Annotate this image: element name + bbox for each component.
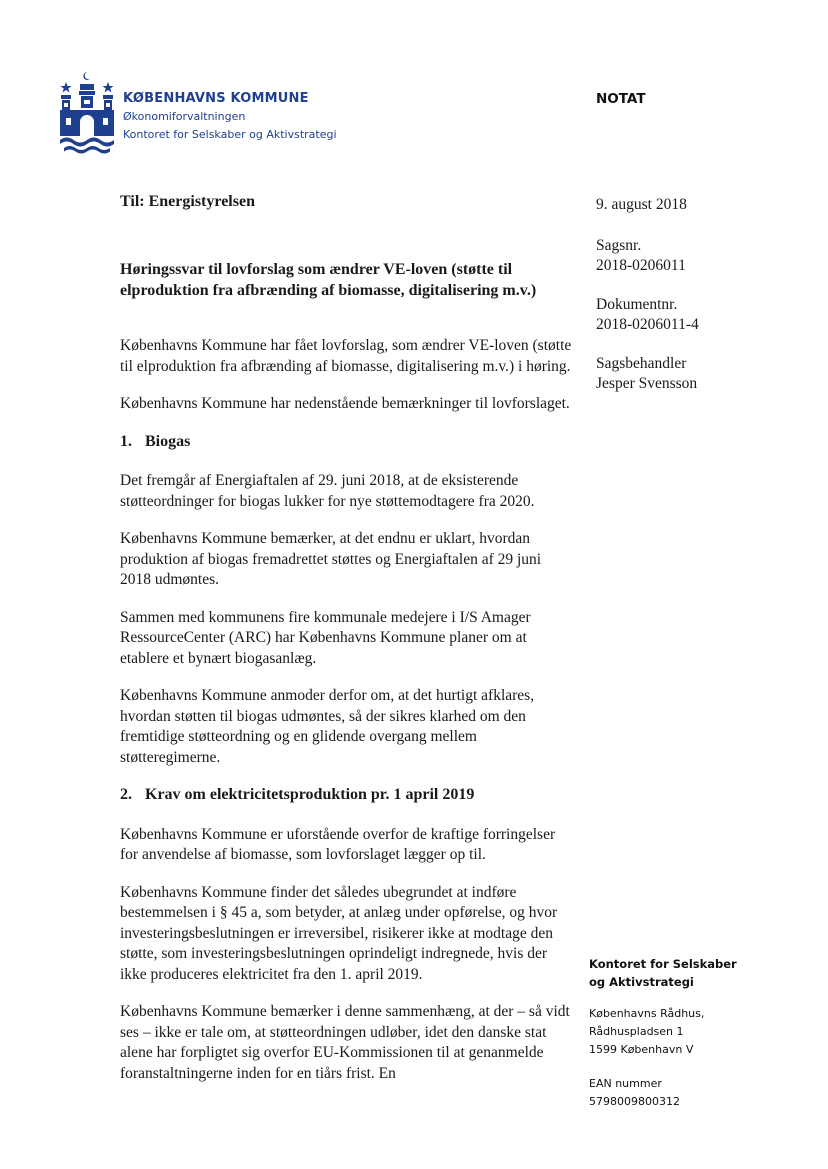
document-metadata	[596, 195, 806, 413]
section-title: Biogas	[145, 432, 191, 450]
footer-department-line: Kontoret for Selskaber	[589, 957, 737, 971]
footer-address-line: Rådhuspladsen 1	[589, 1025, 684, 1038]
sender-footer	[589, 955, 799, 1111]
section-number: 1.	[120, 432, 132, 450]
body-paragraph: Københavns Kommune finder det således ubegrundet at indføre bestemmelsen i § 45 a, som betyder, at anlæg under opførelse, og hvor investeringsbeslutningen er irreversibel, risikerer ikke at modtage den støtte, som investeringsbeslutningen oprindeligt indregnede, hvis der ikke produceres elektricitet fra den 1. april 2019.	[120, 883, 558, 983]
document-type: NOTAT	[596, 91, 646, 107]
organization-header	[123, 90, 337, 144]
body-paragraph: Københavns Kommune bemærker i denne sammenhæng, at der – så vidt ses – ikke er tale om, at støtteordningen udløber, idet den danske stat alene har forpligtet sig overfor EU-Kommissionen til at genanmelde foranstaltningerne inden for en tiårs frist. En	[120, 1003, 570, 1082]
document-number-block	[596, 295, 806, 336]
case-number-block	[596, 236, 806, 277]
subject-heading: Høringssvar til lovforslag som ændrer VE-loven (støtte til elproduktion fra afbrænding af biomasse, digitalisering m.v.)	[120, 261, 537, 299]
document-number-value: 2018-0206011-4	[596, 316, 699, 333]
case-number-label: Sagsnr.	[596, 236, 642, 254]
body-paragraph: Københavns Kommune bemærker, at det endnu er uklart, hvordan produktion af biogas fremadrettet støttes og Energiaftalen af 29 juni 2018 udmøntes.	[120, 530, 542, 588]
body-paragraph: Københavns Kommune er uforstående overfor de kraftige forringelser for anvendelse af biomasse, som lovforslaget lægger op til.	[120, 825, 556, 863]
section-heading-electricity	[120, 785, 572, 806]
organization-unit: Økonomiforvaltningen	[123, 110, 246, 123]
document-date: 9. august 2018	[596, 196, 687, 213]
case-officer-label: Sagsbehandler	[596, 354, 687, 372]
body-paragraph: Københavns Kommune har nedenstående bemærkninger til lovforslaget.	[120, 395, 570, 412]
organization-office: Kontoret for Selskaber og Aktivstrategi	[123, 128, 337, 141]
copenhagen-coat-of-arms-icon	[58, 70, 116, 156]
recipient-line: Til: Energistyrelsen	[120, 193, 255, 210]
case-officer-block	[596, 354, 806, 395]
section-title: Krav om elektricitetsproduktion pr. 1 april 2019	[145, 786, 475, 803]
ean-value: 5798009800312	[589, 1095, 680, 1108]
organization-name: KØBENHAVNS KOMMUNE	[123, 91, 309, 106]
body-paragraph: Københavns Kommune har fået lovforslag, som ændrer VE-loven (støtte til elproduktion fra afbrænding af biomasse, digitalisering m.v.) i høring.	[120, 337, 572, 375]
footer-address	[589, 1005, 799, 1059]
footer-department-line: og Aktivstrategi	[589, 975, 694, 989]
footer-address-line: Københavns Rådhus,	[589, 1007, 705, 1020]
section-number: 2.	[120, 786, 132, 803]
case-officer-value: Jesper Svensson	[596, 375, 698, 392]
case-number-value: 2018-0206011	[596, 257, 686, 274]
document-number-label: Dokumentnr.	[596, 295, 678, 313]
footer-address-line: 1599 København V	[589, 1043, 694, 1056]
body-paragraph: Københavns Kommune anmoder derfor om, at det hurtigt afklares, hvordan støtten til biogas udmøntes, så der sikres klarhed om den fremtidige støtteordning og en glidende overgang mellem støtteregimerne.	[120, 687, 535, 766]
footer-department	[589, 955, 799, 991]
ean-label: EAN nummer	[589, 1077, 662, 1090]
footer-ean	[589, 1075, 799, 1111]
document-body	[120, 336, 572, 1101]
body-paragraph: Det fremgår af Energiaftalen af 29. juni 2018, at de eksisterende støtteordninger for biogas lukker for nye støttemodtagere fra 2020.	[120, 472, 535, 510]
body-paragraph: Sammen med kommunens fire kommunale medejere i I/S Amager RessourceCenter (ARC) har Københavns Kommune planer om at etablere et bynært biogasanlæg.	[120, 608, 531, 667]
section-heading-biogas	[120, 432, 572, 453]
